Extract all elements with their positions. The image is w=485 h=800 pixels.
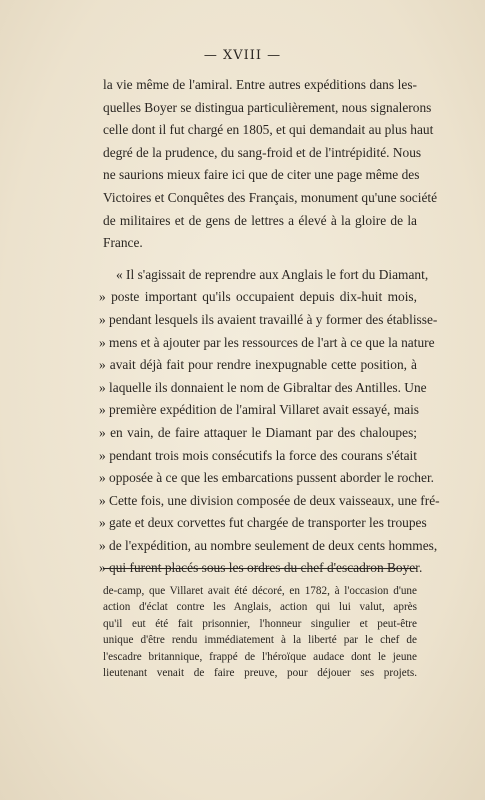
footnote-line: unique d'être rendu immédiatement à la liberté par le chef de <box>103 634 417 647</box>
quote-line: » première expédition de l'amiral Villaret avait essayé, mais <box>99 402 420 418</box>
quote-line: » poste important qu'ils occupaient depuis dix-huit mois, <box>99 289 417 305</box>
text-line: degré de la prudence, du sang-froid et de l'intrépidité. Nous <box>103 144 422 160</box>
quote-line: » opposée à ce que les embarcations pussent aborder le rocher. <box>99 470 435 486</box>
footnote-line: de-camp, que Villaret avait été décoré, en 1782, à l'occasion d'une <box>103 585 417 597</box>
footnote-line: lieutenant venait de faire preuve, pour déjouer ses projets. <box>103 667 417 680</box>
text-line: ne saurions mieux faire ici que de citer une page même des <box>103 167 420 183</box>
footnote-line: qu'il eut été fait prisonnier, l'honneur singulier et peut-être <box>103 617 417 630</box>
footnote-line: action d'éclat contre les Anglais, action qui lui valut, après <box>103 601 417 614</box>
footnote-line: l'escadre britannique, frappé de l'héroïque audace dont le jeune <box>103 650 417 663</box>
quote-line: » avait déjà fait pour rendre inexpugnable cette position, à <box>99 357 417 373</box>
text-line: Victoires et Conquêtes des Français, monument qu'une société <box>103 189 438 205</box>
quote-line: » pendant trois mois consécutifs la force des courans s'était <box>99 447 417 463</box>
text-line: quelles Boyer se distingua particulièrement, nous signalerons <box>103 99 432 115</box>
quote-line: » qui furent placés sous les ordres du chef d'escadron Boyer. <box>99 560 423 576</box>
quote-line: » Cette fois, une division composée de deux vaisseaux, une fré- <box>99 492 440 508</box>
quote-line: » mens et à ajouter par les ressources de l'art à ce que la nature <box>99 334 435 350</box>
quote-line: » pendant lesquels ils avaient travaillé à y former des établisse- <box>99 311 438 327</box>
main-text <box>99 74 440 580</box>
text-line: France. <box>103 235 143 251</box>
quote-line: « Il s'agissait de reprendre aux Anglais le fort du Diamant, <box>116 266 429 282</box>
page-number: — XVIII — <box>203 48 282 63</box>
text-line: la vie même de l'amiral. Entre autres expéditions dans les- <box>103 77 417 92</box>
footnote-separator <box>103 568 417 569</box>
text-line: celle dont il fut chargé en 1805, et qui demandait au plus haut <box>103 122 434 138</box>
quote-line: » en vain, de faire attaquer le Diamant par des chaloupes; <box>99 424 417 440</box>
quote-line: » laquelle ils donnaient le nom de Gibraltar des Antilles. Une <box>99 379 427 395</box>
quote-line: » de l'expédition, au nombre seulement de deux cents hommes, <box>99 537 438 553</box>
text-line: de militaires et de gens de lettres a élevé à la gloire de la <box>103 212 417 228</box>
footnote <box>103 583 417 681</box>
quote-line: » gate et deux corvettes fut chargée de transporter les troupes <box>99 515 427 531</box>
